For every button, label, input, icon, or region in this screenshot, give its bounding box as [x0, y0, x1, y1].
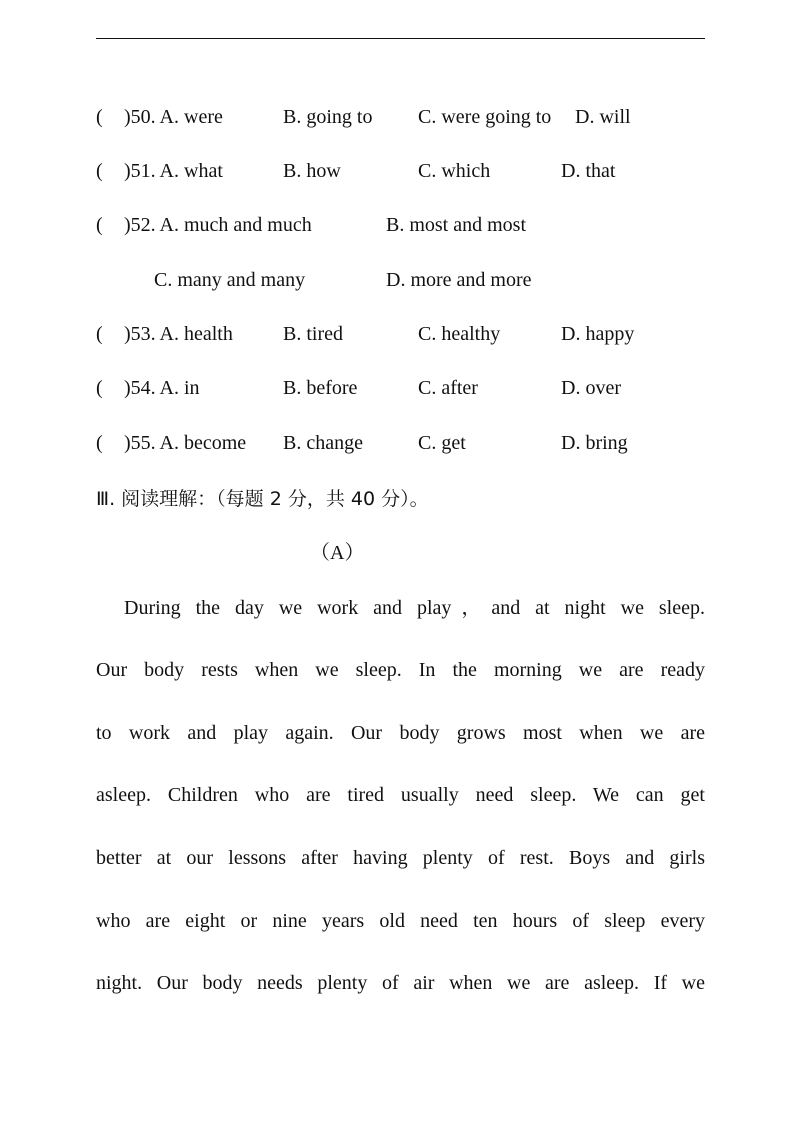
option-d: D. happy	[561, 323, 635, 345]
option-b: B. before	[283, 377, 358, 399]
option-a: )53. A. health	[124, 323, 233, 345]
passage-label: （A）	[310, 542, 365, 564]
question-54	[96, 373, 716, 403]
option-d: D. that	[561, 160, 616, 182]
option-a: )55. A. become	[124, 432, 247, 454]
option-b: B. change	[283, 432, 363, 454]
option-d: D. will	[575, 106, 631, 128]
header-rule	[96, 38, 705, 39]
answer-bracket: (	[96, 377, 103, 399]
answer-bracket: (	[96, 214, 103, 236]
option-b: B. how	[283, 160, 341, 182]
option-c: C. were going to	[418, 106, 552, 128]
option-b: B. going to	[283, 106, 373, 128]
option-d: D. more and more	[386, 269, 532, 291]
passage-line: asleep. Children who are tired usually need sleep. We can get	[96, 784, 705, 806]
option-a: )52. A. much and much	[124, 214, 312, 236]
option-b: B. most and most	[386, 214, 527, 236]
passage-line: Our body rests when we sleep. In the morning we are ready	[96, 659, 705, 681]
option-c: C. after	[418, 377, 478, 399]
question-52-continued	[96, 265, 716, 295]
question-53	[96, 319, 716, 349]
option-a: )51. A. what	[124, 160, 223, 182]
question-50	[96, 102, 716, 132]
question-51	[96, 156, 716, 186]
passage-line: who are eight or nine years old need ten hours of sleep every	[96, 910, 705, 932]
option-c: C. which	[418, 160, 491, 182]
option-c: C. many and many	[154, 269, 306, 291]
answer-bracket: (	[96, 160, 103, 182]
option-d: D. over	[561, 377, 621, 399]
section-title: Ⅲ. 阅读理解：（每题 2 分，共 40 分）。	[96, 488, 429, 510]
answer-bracket: (	[96, 106, 103, 128]
answer-bracket: (	[96, 432, 103, 454]
option-a: )50. A. were	[124, 106, 223, 128]
option-a: )54. A. in	[124, 377, 200, 399]
passage-line: to work and play again. Our body grows most when we are	[96, 722, 705, 744]
passage-line: During the day we work and play，and at night we sleep.	[124, 597, 705, 619]
option-c: C. get	[418, 432, 466, 454]
question-52	[96, 210, 716, 240]
option-d: D. bring	[561, 432, 628, 454]
option-c: C. healthy	[418, 323, 501, 345]
question-55	[96, 428, 716, 458]
passage-line: better at our lessons after having plenty of rest. Boys and girls	[96, 847, 705, 869]
passage-line: night. Our body needs plenty of air when we are asleep. If we	[96, 972, 705, 994]
option-b: B. tired	[283, 323, 343, 345]
answer-bracket: (	[96, 323, 103, 345]
